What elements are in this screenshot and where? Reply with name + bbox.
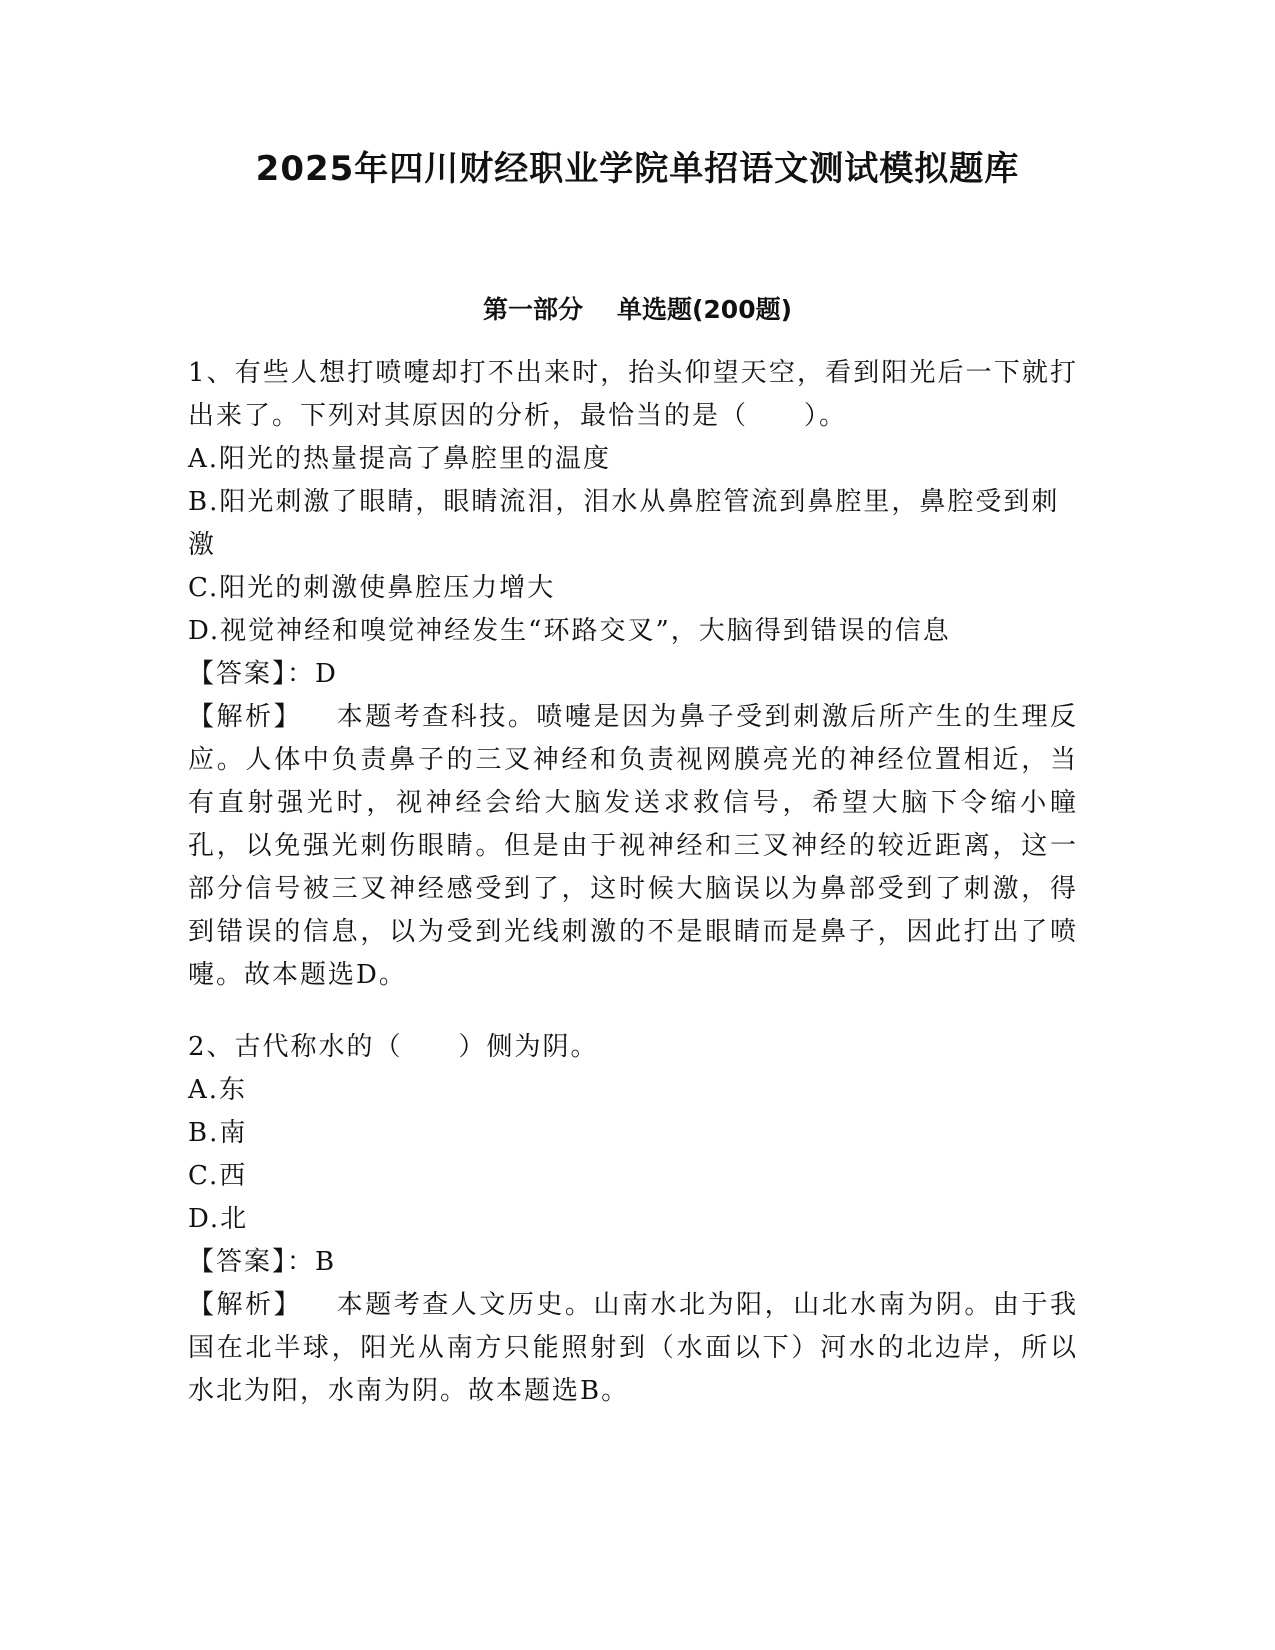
explanation-label: 【解析】 xyxy=(188,1290,303,1320)
answer-label: 【答案】 xyxy=(188,659,288,689)
question-1 xyxy=(188,352,1078,997)
option-c: C.西 xyxy=(188,1161,248,1191)
explanation-block xyxy=(188,696,1078,997)
question-2 xyxy=(188,1026,1078,1413)
explanation-block xyxy=(188,1284,1078,1413)
document-title: 2025年四川财经职业学院单招语文测试模拟题库 xyxy=(255,149,1020,189)
option-b: B.南 xyxy=(188,1118,248,1148)
section-heading xyxy=(0,293,1275,327)
section-part-label: 第一部分 xyxy=(482,295,583,324)
option-a: A.阳光的热量提高了鼻腔里的温度 xyxy=(188,444,612,474)
option-a: A.东 xyxy=(188,1075,248,1105)
option-c: C.阳光的刺激使鼻腔压力增大 xyxy=(188,573,556,603)
answer-label: 【答案】 xyxy=(188,1247,288,1277)
question-stem: 2、古代称水的（ ）侧为阴。 xyxy=(188,1032,599,1062)
explanation-text: 本题考查人文历史。山南水北为阳，山北水南为阴。由于我国在北半球，阳光从南方只能照射到（水面以下）河水的北边岸，所以水北为阳，水南为阴。故本题选B。 xyxy=(188,1290,1078,1406)
answer-value: ：B xyxy=(287,1247,337,1277)
option-d: D.北 xyxy=(188,1204,249,1234)
answer-value: ：D xyxy=(287,659,338,689)
option-d: D.视觉神经和嗅觉神经发生“环路交叉”，大脑得到错误的信息 xyxy=(188,616,951,646)
section-type-label: 单选题(200题) xyxy=(616,295,793,324)
answer-line xyxy=(188,1241,1078,1284)
explanation-text: 本题考查科技。喷嚏是因为鼻子受到刺激后所产生的生理反应。人体中负责鼻子的三叉神经和负责视网膜亮光的神经位置相近，当有直射强光时，视神经会给大脑发送求救信号，希望大脑下令缩小瞳孔，以免强光刺伤眼睛。但是由于视神经和三叉神经的较近距离，这一部分信号被三叉神经感受到了，这时候大脑误以为鼻部受到了刺激，得到错误的信息，以为受到光线刺激的不是眼睛而是鼻子，因此打出了喷嚏。故本题选D。 xyxy=(188,702,1078,990)
explanation-label: 【解析】 xyxy=(188,702,303,732)
answer-line xyxy=(188,653,1078,696)
question-stem: 1、有些人想打喷嚏却打不出来时，抬头仰望天空，看到阳光后一下就打出来了。下列对其原因的分析，最恰当的是（ ）。 xyxy=(188,358,1078,431)
option-b: B.阳光刺激了眼睛，眼睛流泪，泪水从鼻腔管流到鼻腔里，鼻腔受到刺激 xyxy=(188,487,1060,560)
